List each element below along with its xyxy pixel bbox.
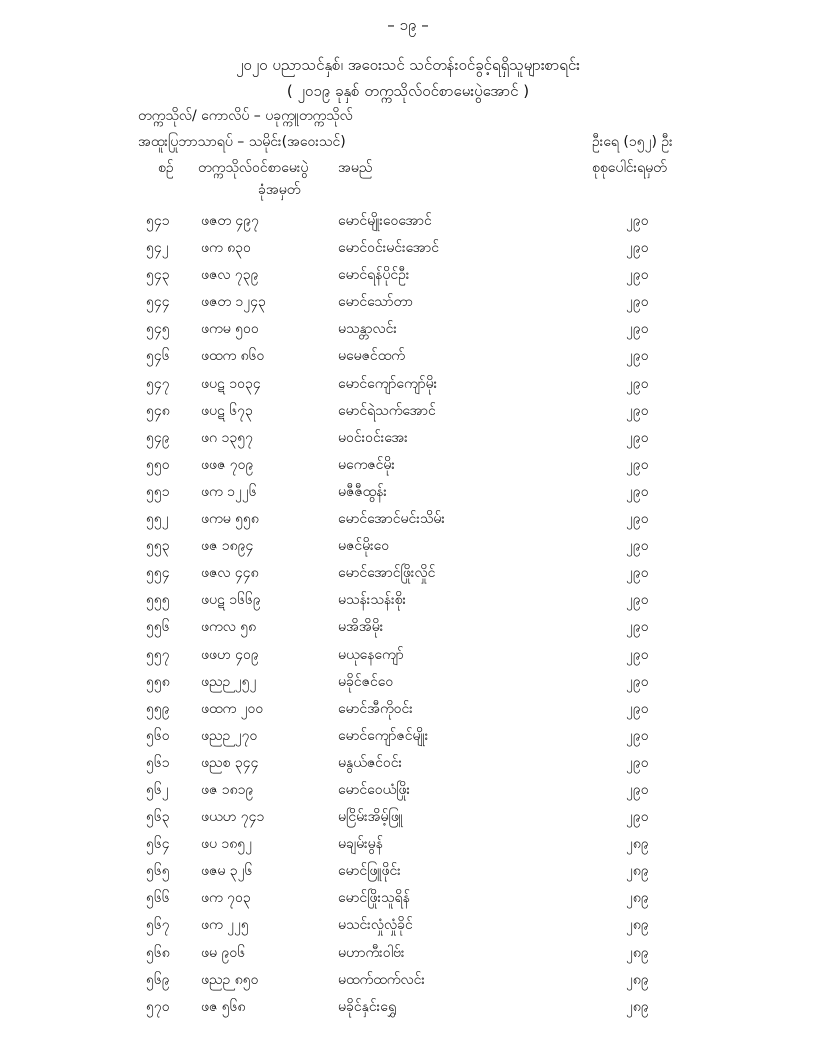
student-name: မောင်ဝင်းမင်းအောင် [338,240,440,257]
roll-number: ဖဇလ ၇၃၉ [201,267,259,284]
roll-number: ဖပ ၁၈၅၂ [201,836,253,853]
row-number: ၅၅၈ [146,673,170,690]
table-row [0,861,816,888]
table-row [0,374,816,401]
student-name: မဇီဇီထွန်း [338,483,387,500]
row-number: ၅၆၄ [146,836,170,853]
row-number: ၅၆၇ [146,917,170,934]
row-number: ၅၄၃ [146,267,170,284]
total-marks: ၂၉၀ [626,213,649,229]
table-row [0,482,816,509]
total-marks: ၂၉၀ [626,375,649,392]
row-number: ၅၆၈ [146,944,170,961]
row-number: ၅၆၉ [146,971,170,988]
row-number: ၅၆၁ [146,754,170,771]
table-row [0,699,816,726]
total-marks: ၂၉၀ [626,781,649,798]
roll-number: ဖဇမ ၃၂၆ [201,863,253,880]
table-row [0,672,816,699]
total-marks: ၂၉၀ [626,754,649,771]
student-name: မောင်မျိုးဝေအောင် [338,213,432,229]
row-number: ၅၅၀ [146,456,170,473]
row-number: ၅၄၆ [146,348,170,365]
total-marks: ၂၉၀ [626,646,649,663]
table-row [0,509,816,536]
total-marks: ၂၉၀ [626,321,649,338]
table-row [0,401,816,428]
page-number: – ၁၉ – [387,16,429,34]
table-row [0,346,816,373]
table-row [0,536,816,563]
column-header-name: အမည် [338,160,373,176]
table-row [0,292,816,319]
table-row [0,455,816,482]
total-marks: ၂၉၀ [626,429,649,446]
roll-number: ဖဇ ၁၈၉၄ [201,538,254,555]
row-number: ၅၄၈ [146,402,170,419]
roll-number: ဖက ၂၂၅ [201,917,249,934]
student-name: မမေဇင်ထက် [338,348,405,365]
table-row [0,834,816,861]
student-name: မောင်သော်တာ [338,294,413,311]
table-row [0,970,816,997]
table-row [0,726,816,753]
roll-number: ဖညဉ ၂၇၀ [201,727,258,744]
student-name: မောင်အောင်ဖြိုးလှိုင် [338,565,436,582]
roll-number: ဖဇ ၅၆၈ [201,998,246,1015]
roll-number: ဖပဋ ၁၀၃၄ [201,375,261,392]
table-row [0,319,816,346]
row-number: ၅၅၇ [146,646,170,663]
student-name: မခိုင်ဇင်ဝေ [338,673,394,690]
row-number: ၅၅၂ [146,511,169,528]
column-header-no: စဉ် [158,160,174,176]
student-name: မဇင်မိုးဝေ [338,538,390,555]
total-marks: ၂၉၀ [626,240,649,257]
total-marks: ၂၈၉ [626,890,649,907]
roll-number: ဖက ၇၀၃ [201,890,251,907]
student-name: မောင်ကျော်ကျော်မိုး [338,375,438,392]
row-number: ၅၆၆ [146,890,170,907]
student-name: မဟာကီးဝါဗ်း [338,944,405,961]
row-number: ၅၆၃ [146,809,170,826]
table-row [0,563,816,590]
row-number: ၅၆၀ [146,727,170,744]
total-marks: ၂၉၀ [626,402,649,419]
total-marks: ၂၉၀ [626,673,649,690]
results-table [0,211,816,1024]
roll-number: ဖဇ ၁၈၁၉ [201,781,254,798]
roll-number: ဖဇတ ၄၉၇ [201,213,260,229]
roll-number: ဖဇတ ၁၂၄၃ [201,294,266,311]
student-name: မောင်ရန်ပိုင်ဦး [338,267,410,284]
table-row [0,617,816,644]
table-row [0,645,816,672]
table-row [0,780,816,807]
subject-line: အထူးပြုဘာသာရပ် – သမိုင်း(အဝေးသင်) [138,134,346,150]
column-header-roll-line2: ခုံအမှတ် [258,182,301,198]
student-name: မအိအိမိုး [338,619,384,636]
total-marks: ၂၉၀ [626,700,649,717]
row-number: ၅၄၉ [146,429,170,446]
roll-number: ဖက ၁၂၂၆ [201,483,257,500]
total-marks: ၂၈၉ [626,971,649,988]
total-marks: ၂၉၀ [626,267,649,284]
student-name: မချမ်းမွန် [338,836,383,853]
student-name: မောင်ကျော်ဇင်မျိုး [338,727,429,744]
table-row [0,807,816,834]
student-name: မောင်အောင်မင်းသိမ်း [338,511,445,528]
total-marks: ၂၈၉ [626,836,649,853]
table-row [0,211,816,238]
total-marks: ၂၉၀ [626,456,649,473]
total-marks: ၂၈၉ [626,944,649,961]
roll-number: ဖမ ၉၀၆ [201,944,246,961]
roll-number: ဖက ၈၃၀ [201,240,251,257]
roll-number: ဖညစ ၃၄၄ [201,754,259,771]
roll-number: ဖထက ၈၆၀ [201,348,265,365]
roll-number: ဖကမ ၅၀၀ [201,321,259,338]
roll-number: ဖပဋ ၆၇၃ [201,402,253,419]
row-number: ၅၅၆ [146,619,170,636]
student-name: မောင်ဖြိုးသူရိန် [338,890,410,907]
row-number: ၅၅၁ [146,483,170,500]
student-name: မယုနေကျော် [338,646,404,663]
total-marks: ၂၉၀ [626,483,649,500]
document-title: ၂၀၂၀ ပညာသင်နှစ်၊ အဝေးသင် သင်တန်းဝင်ခွင့်ရရှိသူများစာရင်း [236,56,580,74]
student-name: မသန်းသန်းစိုး [338,592,407,609]
total-count: ဦးရေ (၁၅၂) ဦး [592,134,673,150]
total-marks: ၂၈၉ [626,863,649,880]
student-name: မောင်ဝေယံဖြိုး [338,781,411,798]
roll-number: ဖဂ ၁၃၅၇ [201,429,253,446]
student-name: မသင်းလှုံလှုံခိုင် [338,917,413,934]
total-marks: ၂၉၀ [626,727,649,744]
row-number: ၅၅၃ [146,538,170,555]
row-number: ၅၅၄ [146,565,170,582]
student-name: မခိုင်နှင်းရွှေ [338,998,397,1015]
student-name: မထက်ထက်လင်း [338,971,425,988]
column-header-roll: တက္ကသိုလ်ဝင်စာမေးပွဲ [198,160,309,176]
roll-number: ဖထက ၂၀၀ [201,700,264,717]
row-number: ၅၄၅ [146,321,170,338]
total-marks: ၂၉၀ [626,294,649,311]
roll-number: ဖကလ ၅၈ [201,619,257,636]
row-number: ၅၄၁ [146,213,170,229]
row-number: ၅၇၀ [146,998,170,1015]
roll-number: ဖဖဇ ၇၀၉ [201,456,254,473]
table-row [0,265,816,292]
student-name: မကေဇင်မိုး [338,456,395,473]
table-row [0,753,816,780]
student-name: မဝင်းဝင်းအေး [338,429,408,446]
table-row [0,943,816,970]
total-marks: ၂၈၉ [626,998,649,1015]
total-marks: ၂၉၀ [626,565,649,582]
row-number: ၅၄၂ [146,240,169,257]
table-row [0,238,816,265]
student-name: မနွယ်ဇင်ဝင်း [338,754,403,771]
roll-number: ဖဖဟ ၄၀၉ [201,646,259,663]
row-number: ၅၄၇ [146,375,170,392]
total-marks: ၂၉၀ [626,348,649,365]
row-number: ၅၄၄ [146,294,170,311]
total-marks: ၂၉၀ [626,511,649,528]
row-number: ၅၅၉ [146,700,170,717]
table-row [0,590,816,617]
roll-number: ဖညဉ ၂၅၂ [201,673,257,690]
total-marks: ၂၉၀ [626,592,649,609]
student-name: မောင်ရဲသက်အောင် [338,402,436,419]
table-row [0,915,816,942]
roll-number: ဖကမ ၅၅၈ [201,511,259,528]
student-name: မသန္တာလင်း [338,321,397,338]
total-marks: ၂၉၀ [626,809,649,826]
student-name: မငြိမ်းအိမ့်ဖြူ [338,809,403,826]
row-number: ၅၆၂ [146,781,169,798]
table-row [0,428,816,455]
student-name: မောင်ဖြူဖိုင်း [338,863,401,880]
student-name: မောင်အီကိုဝင်း [338,700,413,717]
roll-number: ဖဇလ ၄၄၈ [201,565,259,582]
roll-number: ဖပဋ ၁၆၆၉ [201,592,261,609]
roll-number: ဖယဟ ၇၄၁ [201,809,265,826]
table-row [0,888,816,915]
total-marks: ၂၉၀ [626,538,649,555]
university-line: တက္ကသိုလ်/ ကောလိပ် – ပခုက္ကူတက္ကသိုလ် [138,108,353,124]
row-number: ၅၆၅ [146,863,170,880]
total-marks: ၂၈၉ [626,917,649,934]
document-subtitle: ( ၂၀၁၉ ခုနှစ် တက္ကသိုလ်ဝင်စာမေးပွဲအောင် ) [286,82,530,100]
row-number: ၅၅၅ [146,592,170,609]
total-marks: ၂၉၀ [626,619,649,636]
table-row [0,997,816,1024]
roll-number: ဖညဉ ၈၅၀ [201,971,259,988]
column-header-marks: စုစုပေါင်းရမှတ် [592,160,667,176]
